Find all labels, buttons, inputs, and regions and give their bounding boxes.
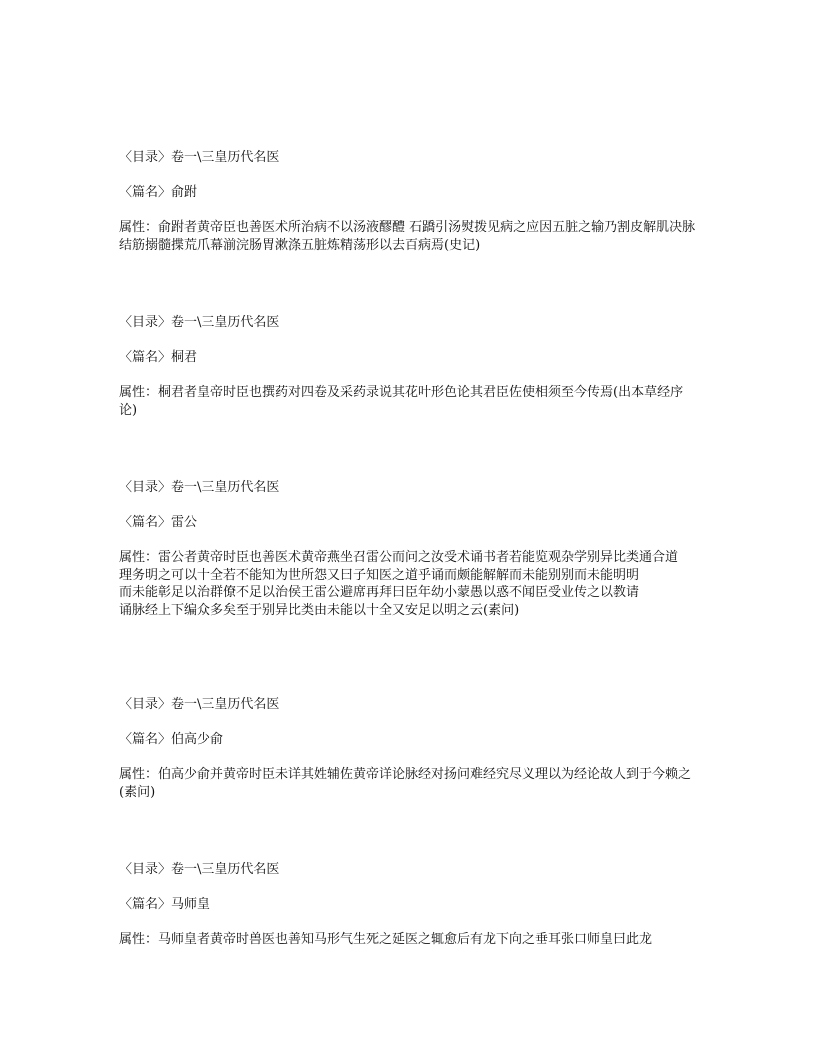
catalog-line: 〈目录〉卷一\三皇历代名医: [119, 315, 280, 330]
chapter-title: 〈篇名〉桐君: [119, 350, 198, 365]
catalog-line: 〈目录〉卷一\三皇历代名医: [119, 150, 280, 165]
chapter-title: 〈篇名〉伯高少俞: [119, 732, 224, 747]
catalog-line: 〈目录〉卷一\三皇历代名医: [119, 697, 280, 712]
chapter-title: 〈篇名〉马师皇: [119, 897, 211, 912]
attribute-text: 属性：俞跗者黄帝臣也善医术所治病不以汤液醪醴 石蹻引汤熨拨见病之应因五脏之输乃割皮解肌决脉结筋搦髓揲荒爪幕湔浣肠胃漱涤五脏炼精荡形以去百病焉(史记): [119, 220, 696, 253]
entry-leigong: [119, 479, 699, 619]
chapter-title: 〈篇名〉雷公: [119, 515, 198, 530]
attribute-text: 属性：伯高少俞并黄帝时臣未详其姓辅佐黄帝详论脉经对扬问难经究尽义理以为经论故人到于今赖之(素问): [119, 767, 692, 800]
entry-tongjun: [119, 314, 699, 419]
catalog-line: 〈目录〉卷一\三皇历代名医: [119, 862, 280, 877]
entry-mashihuang: [119, 861, 699, 949]
attribute-text: 属性：雷公者黄帝时臣也善医术黄帝燕坐召雷公而问之汝受术诵书者若能览观杂学别异比类通合道 理务明之可以十全若不能知为世所怨又曰子知医之道乎诵而颇能解解而未能别别而未能明明 而未能彰足以治群僚不足以治侯王雷公避席再拜曰臣年幼小蒙愚以惑不闻臣受业传之以教请 诵脉经上下编众多矣至于别异比类由未能以十全又安足以明之云(素问): [119, 550, 679, 618]
attribute-text: 属性：马师皇者黄帝时兽医也善知马形气生死之延医之辄愈后有龙下向之垂耳张口师皇曰此龙: [119, 932, 653, 947]
chapter-title: 〈篇名〉俞跗: [119, 185, 198, 200]
entry-yufu: [119, 149, 699, 254]
attribute-text: 属性：桐君者皇帝时臣也撰药对四卷及采药录说其花叶形色论其君臣佐使相须至今传焉(出本草经序论): [119, 385, 684, 418]
entry-bogao-shaoyu: [119, 696, 699, 801]
catalog-line: 〈目录〉卷一\三皇历代名医: [119, 480, 280, 495]
